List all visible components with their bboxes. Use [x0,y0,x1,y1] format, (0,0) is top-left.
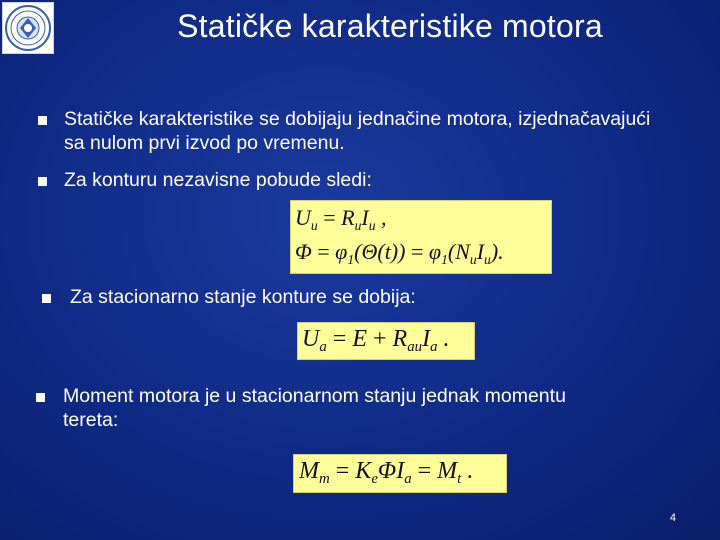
bullet-text: Za stacionarno stanje konture se dobija: [70,286,416,308]
page-number: 4 [669,512,676,524]
bullet-marker [36,393,45,402]
formula-line: $M_m = K_e\Phi I_a = M_t$ . [299,458,474,488]
bullet-text: Za konturu nezavisne pobude sledi: [64,169,372,191]
formula-excitation-circuit [290,200,552,274]
bullet-marker [38,116,47,125]
bullet-marker [42,294,51,303]
formula-stationary-state [297,322,475,360]
slide-title: Statičke karakteristike motora [177,8,603,44]
bullet-text: Moment motora je u stacionarnom stanju jednak momentu tereta: [63,385,566,431]
bullet-marker [38,177,47,186]
formula-line: $\Phi = \varphi_1(\Theta(t)) = \varphi_1(N_uI_u)$. [295,239,504,267]
formula-line: $U_a = E + R_{au}I_a$ . [302,326,450,356]
bullet-text: Statičke karakteristike se dobijaju jednačine motora, izjednačavajući sa nulom prvi izvod po vremenu. [64,108,651,154]
formula-torque-balance [293,454,507,493]
formula-line: $U_u = R_uI_u$ , [295,205,387,233]
